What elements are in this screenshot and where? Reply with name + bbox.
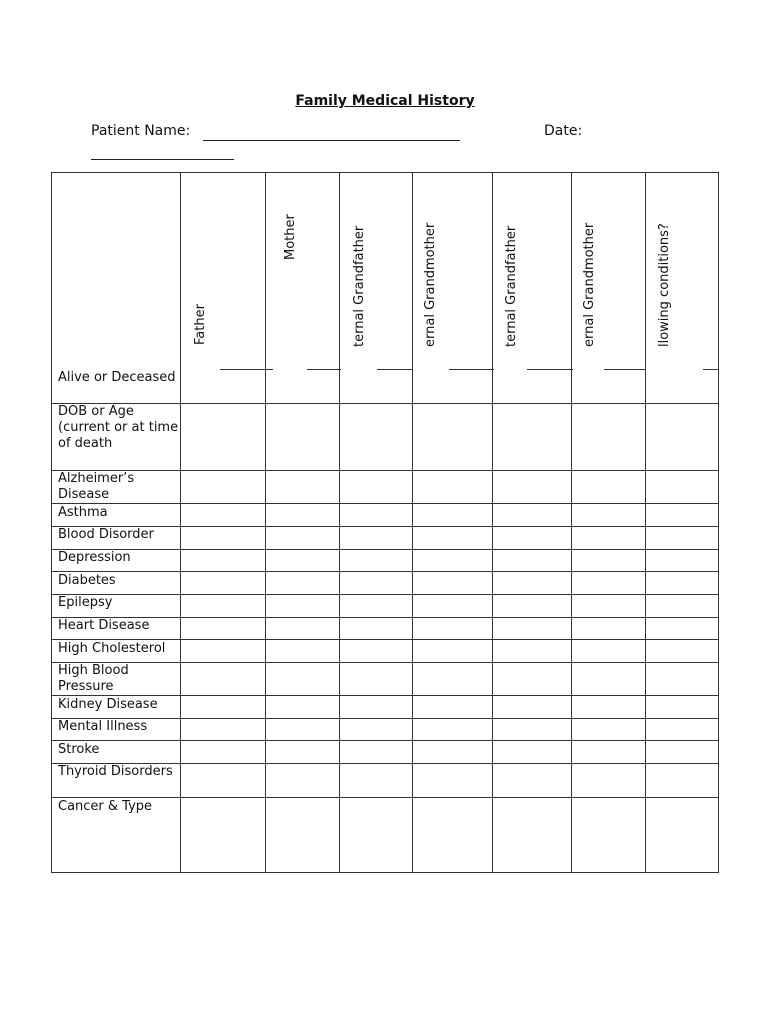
- date-line[interactable]: [91, 159, 234, 160]
- date-label: Date:: [544, 123, 583, 139]
- row-label-kidney-disease: Kidney Disease: [58, 697, 158, 712]
- header-col-6: [572, 172, 645, 370]
- header-label: ternal Grandfather: [504, 225, 519, 347]
- form-title: Family Medical History: [295, 93, 475, 109]
- header-label: Father: [193, 304, 208, 345]
- header-mother: [266, 172, 339, 370]
- header-col-4: [413, 172, 492, 370]
- row-sep: [51, 571, 719, 572]
- table-border-right: [718, 172, 719, 873]
- row-sep: [51, 695, 719, 696]
- row-sep: [51, 639, 719, 640]
- header-col-3: [340, 172, 412, 370]
- header-label: ternal Grandfather: [352, 225, 367, 347]
- family-history-table: [51, 172, 719, 873]
- table-border-bottom: [51, 872, 719, 873]
- row-label-high-cholesterol: High Cholesterol: [58, 641, 166, 656]
- row-label-alive: Alive or Deceased: [58, 370, 176, 385]
- row-label-blood-disorder: Blood Disorder: [58, 527, 154, 542]
- header-label: ernal Grandmother: [582, 222, 597, 347]
- row-sep: [51, 503, 719, 504]
- row-sep: [51, 797, 719, 798]
- patient-name-line[interactable]: [203, 140, 460, 141]
- patient-name-label: Patient Name:: [91, 123, 191, 139]
- row-label-alzheimers: Alzheimer’s Disease: [58, 471, 135, 502]
- header-father: [181, 172, 265, 370]
- row-label-cancer: Cancer & Type: [58, 799, 153, 814]
- row-label-heart-disease: Heart Disease: [58, 618, 150, 633]
- header-col-7: [646, 172, 718, 370]
- header-col-5: [493, 172, 571, 370]
- table-border-left: [51, 172, 52, 873]
- header-label: llowing conditions?: [657, 223, 672, 347]
- row-label-diabetes: Diabetes: [58, 573, 116, 588]
- row-label-epilepsy: Epilepsy: [58, 595, 113, 610]
- row-label-depression: Depression: [58, 550, 131, 565]
- row-label-stroke: Stroke: [58, 742, 100, 757]
- row-label-thyroid: Thyroid Disorders: [58, 764, 173, 779]
- header-label: ernal Grandmother: [423, 222, 438, 347]
- row-label-asthma: Asthma: [58, 505, 108, 520]
- row-label-dob: DOB or Age (current or at time of death: [58, 404, 179, 451]
- header-label: Mother: [283, 214, 298, 260]
- row-sep: [51, 740, 719, 741]
- row-label-high-blood-pressure: High Blood Pressure: [58, 663, 129, 694]
- row-label-mental-illness: Mental Illness: [58, 719, 148, 734]
